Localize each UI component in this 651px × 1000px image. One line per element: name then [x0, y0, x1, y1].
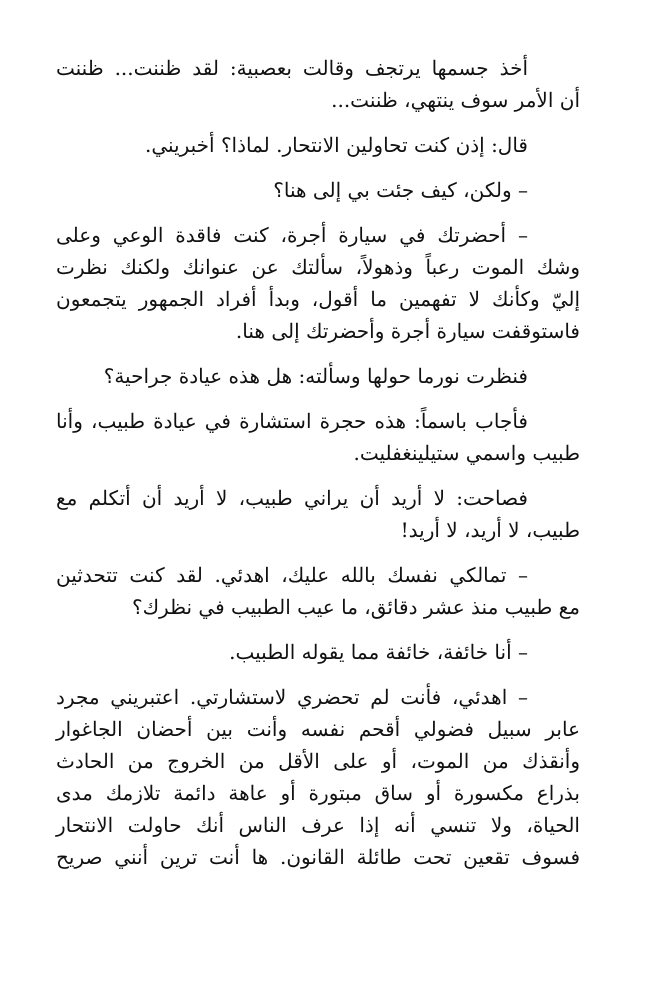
paragraph [56, 52, 580, 116]
text-line: أن الأمر سوف ينتهي، ظننت... [331, 88, 580, 112]
paragraph [56, 219, 580, 347]
paragraph [56, 405, 580, 469]
text-line: فأجاب باسماً: هذه حجرة استشارة في عيادة طبيب، وأنا [56, 409, 528, 433]
text-line: فنظرت نورما حولها وسألته: هل هذه عيادة جراحية؟ [103, 364, 528, 388]
paragraph [56, 174, 580, 206]
paragraph [56, 681, 580, 873]
text-line: – اهدئي، فأنت لم تحضري لاستشارتي. اعتبريني مجرد [56, 685, 528, 709]
text-line: – تمالكي نفسك بالله عليك، اهدئي. لقد كنت تتحدثين [56, 563, 528, 587]
paragraph [56, 559, 580, 623]
text-line: قال: إذن كنت تحاولين الانتحار. لماذا؟ أخبريني. [144, 133, 528, 157]
text-line: – ولكن، كيف جئت بي إلى هنا؟ [273, 178, 528, 202]
text-line: مع طبيب منذ عشر دقائق، ما عيب الطبيب في نظرك؟ [131, 595, 580, 619]
text-line: وشك الموت رعباً وذهولاً، سألتك عن عنوانك ولكنك نظرت [56, 255, 580, 279]
paragraph [56, 482, 580, 546]
text-line: – أنا خائفة، خائفة مما يقوله الطبيب. [229, 640, 528, 664]
book-page [56, 52, 580, 886]
text-line: طبيب، لا أريد، لا أريد! [400, 518, 580, 542]
paragraph [56, 636, 580, 668]
text-line: فصاحت: لا أريد أن يراني طبيب، لا أريد أن أتكلم مع [56, 486, 528, 510]
text-line: بذراع مكسورة أو ساق مبتورة أو عاهة دائمة تلازمك مدى [56, 781, 580, 805]
paragraph [56, 360, 580, 392]
text-line: عابر سبيل فضولي أقحم نفسه وأنت بين أحضان الجاغوار [56, 717, 580, 741]
text-line: أخذ جسمها يرتجف وقالت بعصبية: لقد ظننت... ظننت [56, 56, 528, 80]
text-line: طبيب واسمي ستيلينغفليت. [353, 441, 580, 465]
text-line: وأنقذك من الموت، أو على الأقل من الخروج من الحادث [56, 749, 580, 773]
text-line: – أحضرتك في سيارة أجرة، كنت فاقدة الوعي وعلى [56, 223, 528, 247]
text-line: الحياة، ولا تنسي أنه إذا عرف الناس أنك حاولت الانتحار [56, 813, 580, 837]
text-line: فسوف تقعين تحت طائلة القانون. ها أنت ترين أنني صريح [56, 845, 580, 869]
paragraph [56, 129, 580, 161]
text-line: إليّ وكأنك لا تفهمين ما أقول، وبدأ أفراد الجمهور يتجمعون [56, 287, 580, 311]
text-line: فاستوقفت سيارة أجرة وأحضرتك إلى هنا. [235, 319, 580, 343]
